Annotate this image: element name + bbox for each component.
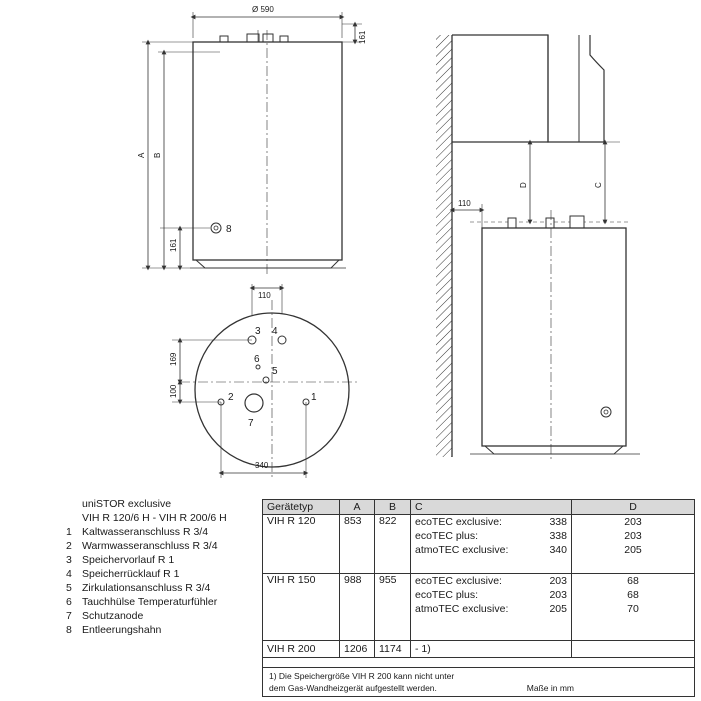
table-header-row: [263, 500, 694, 515]
legend-item-number: 6: [66, 596, 72, 608]
legend-item-text: Entleerungshahn: [82, 624, 162, 636]
c-value: 203: [549, 575, 567, 587]
footnote-line: 1) Die Speichergröße VIH R 200 kann nicht unter: [269, 671, 455, 681]
d-value: 203: [624, 516, 642, 528]
side-view: [436, 35, 640, 460]
dim-top-161: 161: [358, 30, 367, 44]
header-b: B: [375, 500, 411, 515]
legend-item: [66, 553, 227, 567]
d-value: 203: [624, 530, 642, 542]
dim-plan-169: 169: [169, 352, 178, 366]
callout-4: 4: [272, 326, 278, 337]
legend-item-number: 5: [66, 582, 72, 594]
table-footnote: [263, 667, 694, 696]
callout-7: 7: [248, 418, 254, 429]
callout-3: 3: [255, 326, 261, 337]
legend-title: uniSTOR exclusive: [82, 498, 172, 510]
legend-item: [66, 567, 227, 581]
dim-plan-340: 340: [255, 461, 269, 470]
legend-item: [66, 539, 227, 553]
d-value: 68: [627, 589, 639, 601]
cell-c: [411, 574, 572, 641]
c-boiler-name: ecoTEC plus:: [415, 530, 479, 542]
c-value: 203: [549, 589, 567, 601]
cell-a: 853: [340, 515, 375, 574]
legend-item-text: Warmwasseranschluss R 3/4: [82, 540, 218, 552]
legend-item-number: 1: [66, 526, 72, 538]
cell-b: 822: [375, 515, 411, 574]
cell-type: VIH R 120: [263, 515, 340, 574]
footnote-line: dem Gas-Wandheizgerät aufgestellt werden.: [269, 683, 437, 693]
dim-label-A: A: [137, 152, 146, 158]
legend-item-number: 8: [66, 624, 72, 636]
legend-item-number: 7: [66, 610, 72, 622]
table-row: [263, 574, 694, 641]
d-value: 68: [627, 575, 639, 587]
table-row: [263, 641, 694, 658]
callout-8: 8: [226, 224, 232, 235]
cell-type: VIH R 200: [263, 641, 340, 658]
cell-c: - 1): [411, 641, 572, 658]
d-value: 70: [627, 603, 639, 615]
callout-5: 5: [272, 366, 278, 377]
legend-subtitle: VIH R 120/6 H - VIH R 200/6 H: [82, 512, 227, 524]
front-elevation: [142, 12, 362, 275]
c-boiler-name: ecoTEC plus:: [415, 589, 479, 601]
legend-item-text: Tauchhülse Temperaturfühler: [82, 596, 218, 608]
callout-2: 2: [228, 392, 234, 403]
cell-a: 988: [340, 574, 375, 641]
cell-a: 1206: [340, 641, 375, 658]
legend-item-number: 4: [66, 568, 72, 580]
units-note: Maße in mm: [526, 683, 574, 693]
c-value: 340: [549, 544, 567, 556]
cell-b: 955: [375, 574, 411, 641]
c-boiler-name: ecoTEC exclusive:: [415, 516, 502, 528]
header-type: Gerätetyp: [263, 500, 340, 515]
legend-item: [66, 525, 227, 539]
callout-6: 6: [254, 354, 260, 365]
table-row: [263, 515, 694, 574]
dim-label-C: C: [594, 182, 603, 188]
dim-plan-100: 100: [169, 384, 178, 398]
callout-1: 1: [311, 392, 317, 403]
c-value: 338: [549, 530, 567, 542]
c-value: 338: [549, 516, 567, 528]
dim-diameter: Ø 590: [252, 5, 274, 14]
header-a: A: [340, 500, 375, 515]
legend-item-text: Speicherrücklauf R 1: [82, 568, 180, 580]
cell-d: [572, 574, 695, 641]
legend-item: [66, 623, 227, 637]
c-value: 205: [549, 603, 567, 615]
dimension-table: [262, 499, 695, 697]
header-c: C: [411, 500, 572, 515]
legend-item-text: Kaltwasseranschluss R 3/4: [82, 526, 209, 538]
d-value: 205: [624, 544, 642, 556]
cell-d: [572, 515, 695, 574]
legend-item: [66, 609, 227, 623]
cell-d: [572, 641, 695, 658]
dim-plan-110: 110: [258, 291, 271, 300]
legend-item: [66, 581, 227, 595]
dim-label-B: B: [153, 152, 162, 158]
legend-item: [66, 595, 227, 609]
legend: [66, 497, 227, 637]
c-boiler-name: atmoTEC exclusive:: [415, 544, 509, 556]
cell-b: 1174: [375, 641, 411, 658]
legend-item-text: Schutzanode: [82, 610, 144, 622]
dim-bottom-161: 161: [169, 238, 178, 252]
plan-view: [172, 284, 360, 480]
dim-side-110: 110: [458, 199, 471, 208]
dim-label-D: D: [519, 182, 528, 188]
header-d: D: [572, 500, 695, 515]
legend-item-text: Zirkulationsanschluss R 3/4: [82, 582, 211, 594]
legend-item-number: 3: [66, 554, 72, 566]
legend-item-number: 2: [66, 540, 72, 552]
cell-c: [411, 515, 572, 574]
c-boiler-name: atmoTEC exclusive:: [415, 603, 509, 615]
legend-item-text: Speichervorlauf R 1: [82, 554, 175, 566]
c-boiler-name: ecoTEC exclusive:: [415, 575, 502, 587]
cell-type: VIH R 150: [263, 574, 340, 641]
